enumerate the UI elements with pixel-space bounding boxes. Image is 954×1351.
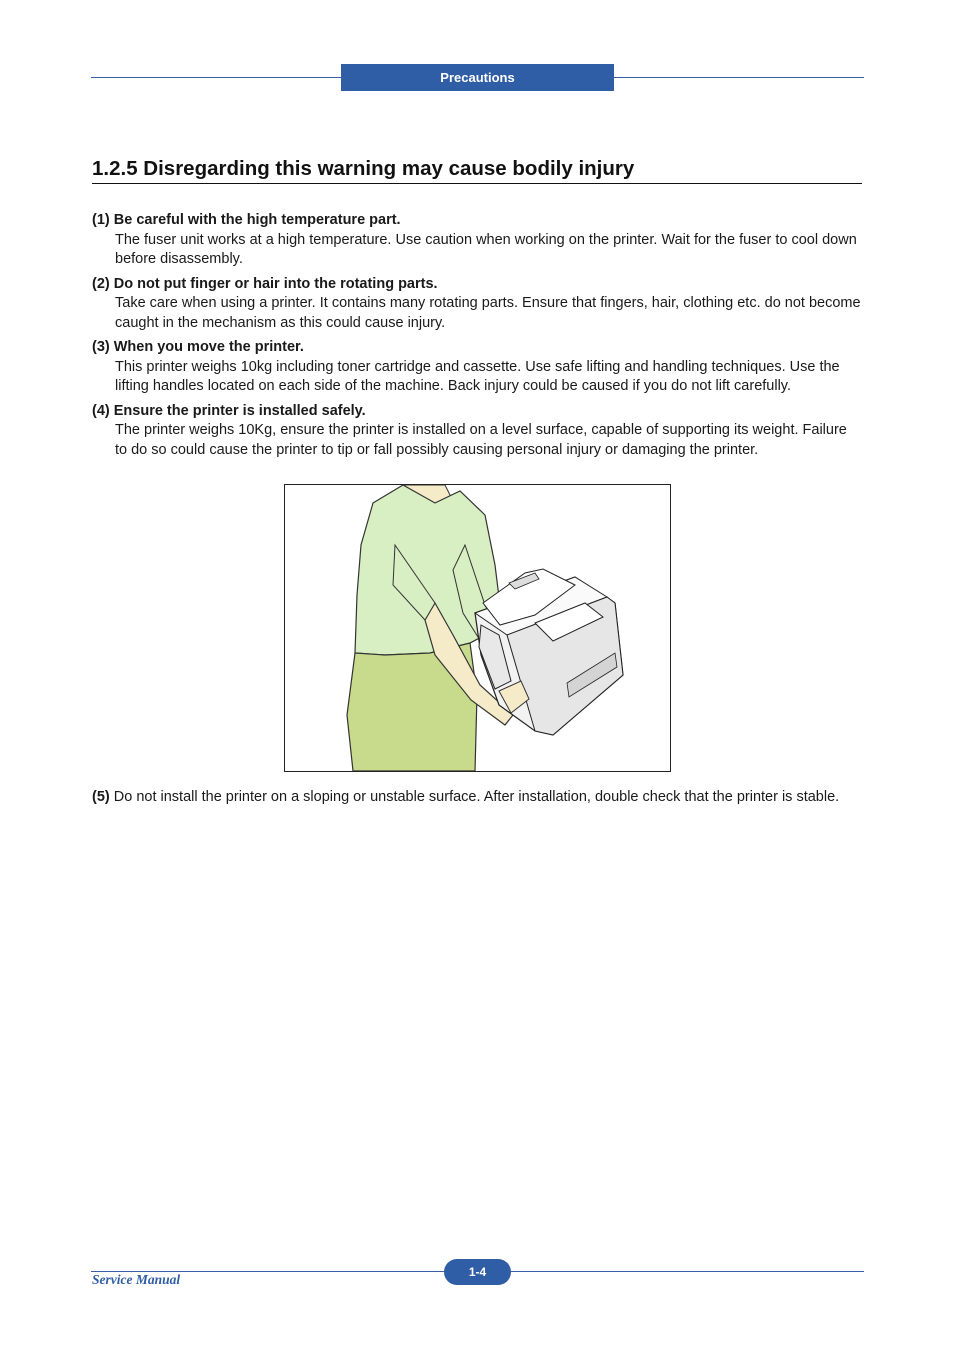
precaution-heading: (2) Do not put finger or hair into the rotating parts. — [92, 275, 438, 292]
precaution-item-2 — [92, 275, 862, 334]
precaution-text: The printer weighs 10Kg, ensure the printer is installed on a level surface, capable of supporting its weight. Failure to do so could cause the printer to tip or fall possibly causing personal injury or damaging the printer. — [115, 422, 847, 458]
precaution-item-3 — [92, 338, 862, 397]
precaution-text: Take care when using a printer. It contains many rotating parts. Ensure that fingers, hair, clothing etc. do not become caught in the mechanism as this could cause injury. — [115, 295, 861, 331]
precaution-list — [92, 211, 862, 465]
lifting-illustration — [284, 484, 671, 772]
section-title: 1.2.5 Disregarding this warning may cause bodily injury — [92, 156, 862, 184]
precaution-heading: (1) Be careful with the high temperature part. — [92, 212, 401, 228]
precaution-heading: (3) When you move the printer. — [92, 339, 304, 355]
precaution-text: Do not install the printer on a sloping or unstable surface. After installation, double check that the printer is stable. — [113, 789, 840, 805]
page-number-badge: 1-4 — [444, 1259, 511, 1285]
precaution-item-4 — [92, 402, 862, 461]
precaution-text: This printer weighs 10kg including toner cartridge and cassette. Use safe lifting and handling techniques. Use the lifting handles located on each side of the machine. Back injury could be caused if you do not lift carefully. — [115, 358, 840, 394]
manual-label: Service Manual — [92, 1272, 181, 1287]
person-carrying-printer-illustration — [285, 485, 670, 771]
item-number: (5) — [92, 789, 110, 805]
precaution-text: The fuser unit works at a high temperature. Use caution when working on the printer. Wait for the fuser to cool down before disassembly. — [115, 231, 857, 267]
section-tab: Precautions — [341, 64, 614, 91]
precaution-item-5 — [92, 788, 862, 808]
precaution-item-1 — [92, 211, 862, 270]
precaution-heading: (4) Ensure the printer is installed safely. — [92, 402, 366, 419]
